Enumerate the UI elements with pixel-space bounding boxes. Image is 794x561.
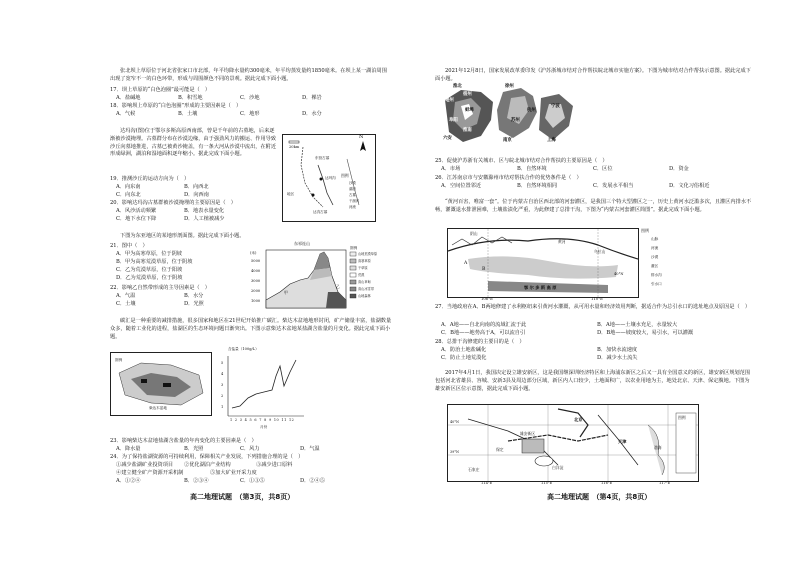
profile-legend-1: 高寒草原	[358, 259, 371, 263]
city-suzhou-js: 苏州	[511, 118, 520, 123]
hetao-legend	[641, 228, 681, 296]
question-28: 28．总排干沟修建的主要目的是（ ）	[435, 339, 525, 345]
salt-xtick: 6	[254, 418, 258, 422]
profile-label-jia: 甲	[284, 290, 288, 295]
city-fuyang: 阜阳	[449, 118, 458, 123]
city-xuzhou: 徐州	[505, 84, 514, 89]
salt-xtick: 12	[288, 418, 295, 422]
question-24: 24．为了保持盐湖资源的可持续利用，保障相关产业发展，下列措施合理的是（ ）	[110, 454, 304, 460]
map-label-damagou: 达玛沟	[325, 176, 336, 180]
map-legend-lake: 湖泊	[349, 187, 356, 191]
q24-option-a: A．①②④	[116, 478, 141, 484]
intro-paragraph-2: 达玛沟(图)位于鄂尔多斯高原西南部，曾是千年前的古墓地，后来逐渐被沙漠掩埋。古墓群分布在沙漠边缘，由于强劲风力的搬运、作用导致沙丘向墓地推进，古墓已被黄沙掩盖，有一条大河从沙漠中流出，在附近形成绿洲，湖泊和湿地面积逐年缩小。据此完成下面小题。	[110, 128, 277, 158]
q24-item-5: ⑤加大矿业开采力度	[210, 470, 257, 476]
map-legend-sand: 沙漠	[349, 181, 356, 185]
qaidam-label: 柴达木盆地	[149, 406, 167, 410]
intro-paragraph-3: 下图为东亚地区的某地形剖面图。据此完成下面小题。	[120, 233, 245, 239]
profile-legend-title: 图例	[350, 246, 358, 250]
q23-option-b: B．光照	[184, 446, 204, 452]
xiongan-label-baoding: 保定	[496, 447, 504, 452]
city-bozhou: 亳州	[445, 98, 454, 103]
profile-ytick-1000: 1000	[251, 299, 261, 303]
salt-xtick: 11	[281, 418, 287, 422]
q17-option-d: D．裸岩	[302, 95, 322, 101]
city-hangzhou: 杭州	[527, 108, 536, 113]
q17-option-b: B．积雪地	[178, 95, 203, 101]
xiongan-lat-39: 39°N	[450, 450, 459, 454]
q22-option-c: C．土壤	[116, 301, 136, 307]
question-26: 26．江苏南京市与安徽滁州市结对帮扶合作的优势条件是（ ）	[435, 175, 582, 181]
hetao-label-yinshan: 阴山	[470, 231, 478, 236]
q18-option-b: B．土壤	[178, 111, 198, 117]
salt-ytick-4: 4	[221, 372, 224, 376]
salt-xtick: 3	[239, 418, 243, 422]
xiongan-label-shijiazhuang: 石家庄	[468, 467, 480, 472]
salt-xticks	[230, 417, 294, 423]
hetao-lon-106: 106°E	[481, 296, 493, 301]
salt-chart-ylabel: 含盐量（100g/L）	[228, 347, 259, 351]
q25-option-a: A．市场	[441, 166, 461, 172]
question-19: 19．推测沙丘的运动方向为（ ）	[110, 176, 190, 182]
map-legend-title: 图例	[341, 173, 349, 178]
q28-option-b: B．加快水流速度	[597, 347, 638, 353]
q19-option-c: C．向东北	[116, 192, 141, 198]
profile-title: 东祁连山	[294, 241, 310, 246]
hetao-label-ordos: 鄂 尔 多 斯 高 原	[524, 285, 557, 290]
city-huaibei: 淮北	[453, 84, 462, 89]
q23-option-d: D．气温	[300, 446, 320, 452]
damagou-map	[282, 134, 376, 222]
xiongan-map-svg	[448, 405, 698, 481]
hetao-legend-title: 图例	[641, 228, 649, 233]
xiongan-label-baiyangdian: 白洋淀	[552, 465, 564, 470]
salt-xtick: 5	[249, 418, 253, 422]
salt-xtick: 7	[259, 418, 262, 422]
question-22: 22．影响乙自然带形成的主导因素是（ ）	[110, 285, 210, 291]
city-huainan: 淮南	[463, 128, 472, 133]
q18-option-c: C．地形	[240, 111, 260, 117]
q24-option-b: B．②③④	[184, 478, 209, 484]
map-scale: 20km	[289, 145, 300, 149]
map-legend-river: 河流	[349, 205, 356, 209]
salt-xtick: 4	[244, 418, 248, 422]
city-pairing-map	[441, 84, 577, 150]
profile-ytick-4000: 4000	[251, 269, 261, 273]
question-21: 21．图中（ ）	[110, 243, 148, 249]
hetao-label-wulashan: 乌拉山	[594, 249, 606, 254]
profile-legend-6: 山地森林	[358, 294, 371, 298]
city-nanjing: 南京	[503, 138, 512, 143]
profile-ytick-2000: 2000	[251, 289, 261, 293]
q22-option-d: D．光照	[184, 301, 204, 307]
xiongan-lon-114: 114°E	[481, 481, 493, 485]
intro-paragraph-1: 张北坝上草原位于河北省张家口市北部，年平均降水量约300毫米，年平均蒸发量约1850毫米。在坝上某一湖泊周围出现了宽窄不一的白色环带，形成与周围颜色不同的景观。据此完成下面小题。	[110, 68, 387, 82]
profile-legend-3: 荒漠	[358, 273, 365, 277]
page-footer-4: 高二地理试题 （第4页，共8页）	[547, 493, 652, 501]
q21-option-b: B．甲为高寒荒漠草原，位于阴坡	[116, 259, 193, 265]
profile-ytick-5000: 5000	[251, 259, 261, 263]
q17-option-a: A．盐碱地	[116, 95, 141, 101]
q20-option-d: D．人工植被减少	[184, 216, 225, 222]
salt-xtick: 9	[269, 418, 272, 422]
salt-xtick: 10	[273, 418, 280, 422]
hetao-legend-2: 沙漠	[651, 255, 659, 259]
salt-xtick: 8	[264, 418, 267, 422]
xiongan-map	[447, 404, 699, 482]
q18-option-a: A．气候	[116, 111, 136, 117]
city-suzhou-ah: 宿州	[463, 92, 472, 97]
profile-ylabel: (米)	[250, 251, 257, 255]
profile-legend-2: 干草原	[358, 266, 368, 270]
q24-option-d: D．②④⑤	[300, 478, 325, 484]
q25-option-b: B．自然环境	[517, 166, 547, 172]
q26-option-a: A．空间位置邻近	[441, 183, 482, 189]
hetao-legend-3: 灌区	[651, 264, 659, 268]
intro-paragraph-4: 碳汇是一种重要的减排措施，很多国家和地区在21世纪开始推广碳汇。柴达木盆地地形封闭，矿产储量丰富，盐湖数量众多，随着工业化的进程，盐湖区的生态环境问题日渐突出。下图示意柴达木盆地某盐湖含盐量的月变化。据此完成下面小题。	[110, 318, 392, 340]
q27-option-c: C．B地——地势高于A，可以流自引	[441, 330, 526, 336]
xiongan-label-tianjin: 天津	[618, 439, 627, 444]
map-label-tomb-south: 达沟古墓	[313, 210, 328, 214]
q19-option-d: D．向西南	[184, 192, 209, 198]
xiongan-label-bohai: 渤海	[654, 445, 662, 450]
profile-legend-0: 山地荒漠草原	[358, 252, 378, 256]
q23-option-c: C．风力	[240, 446, 260, 452]
hetao-label-a: A	[464, 261, 468, 266]
map-label-tomb-east: 东营古墓	[315, 156, 330, 160]
xiongan-legend-title: 图例	[678, 415, 686, 420]
q24-item-4: ④建立健全矿产资源开采机制	[116, 470, 184, 476]
profile-label-yi: 乙	[336, 284, 340, 289]
xiongan-lon-115: 115°E	[541, 481, 553, 485]
map-label-area: 地区	[287, 192, 295, 196]
question-18: 18．影响坝上草原的“白色泡圈”形成的主要因素是（ ）	[110, 103, 242, 109]
q17-option-c: C．沙地	[240, 95, 260, 101]
q21-option-c: C．乙为荒漠草原，位于阳坡	[116, 267, 183, 273]
intro-paragraph-7: 2017年4月1日，我国决定设立雄安新区，这是我国继深圳经济特区和上海浦东新区之后又一具有全国意义的新区，雄安新区规划范围包括河北省雄县、容城、安新3县及周边部分区域，新区内人口较少，土地面积广，以农业用地为主，地处北京、天津、保定腹地。下图为雄安新区区位示意图，据此完成下面小题。	[435, 370, 751, 392]
intro-paragraph-6: “黄河百害，唯富一套”。位于内蒙古自治区西北部的河套灌区，是我国三个特大型灌区之一，历史上黄河水泛滥多次，且灌区内排水不畅，灌溉退水排泄困难，土壤盐渍化严重，为此修建了总排干沟，下图为“内蒙古河套灌区简图”。据此完成下面小题。	[435, 199, 752, 213]
salt-xtick: 1	[230, 418, 233, 422]
q26-option-d: D．文化习俗相近	[669, 183, 710, 189]
qaidam-legend: 图例	[115, 358, 123, 362]
page-4	[397, 0, 794, 561]
q24-item-1: ①减少盐湖矿业投资项目	[116, 462, 174, 468]
q26-option-b: B．自然环境相同	[517, 183, 558, 189]
question-17: 17．坝上草原的“白色泡圈”最可能是（ ）	[110, 87, 211, 93]
xiongan-lat-40: 40°N	[450, 420, 459, 424]
xiongan-label-beijing: 北京	[574, 417, 583, 422]
q26-option-c: C．发展水平相当	[593, 183, 634, 189]
intro-paragraph-5: 2021年12月8日，国家发展改革委印发《沪苏浙城市结对合作帮扶皖北城市实施方案》。下图为城市结对合作帮扶示意图。据此完成下面小题。	[435, 68, 751, 82]
hetao-map	[447, 228, 639, 298]
q27-option-a: A．A地——自北向南的流域汇流于此	[441, 322, 527, 328]
map-north: N	[359, 134, 364, 140]
xiongan-lon-117: 117°E	[659, 481, 671, 485]
q27-option-d: D．B地——坡度较大，易引水，可以灌溉	[597, 330, 694, 336]
city-ningbo: 宁波	[551, 104, 560, 109]
city-luan: 六安	[443, 136, 452, 141]
hetao-lat: 40°N	[614, 272, 624, 276]
q27-option-b: B．A地——土壤水充足，水量较大	[597, 322, 678, 328]
hetao-label-b: B	[482, 267, 486, 272]
salt-ytick-5: 5	[221, 361, 224, 365]
q22-option-a: A．气温	[116, 293, 136, 299]
q19-option-a: A．向东南	[116, 184, 141, 190]
q20-option-a: A．风沙活动频繁	[116, 208, 157, 214]
q24-item-3: ③减少进口原料	[256, 462, 293, 468]
hetao-legend-5: 引水口	[651, 282, 662, 286]
question-20: 20．影响达玛沟古墓群被沙漠掩埋的主要原因是（ ）	[110, 200, 236, 206]
xiongan-lon-116: 116°E	[601, 481, 613, 485]
hetao-lon-110: 110°E	[591, 296, 603, 301]
hetao-label-river: 黄河	[558, 239, 566, 244]
profile-legend-5: 高山冰雪带	[358, 287, 374, 291]
question-25: 25．促使沪苏浙有关城市、区与皖北城市结对合作帮扶的主要原因是（ ）	[435, 158, 608, 164]
q24-option-c: C．①③⑤	[240, 478, 265, 484]
q18-option-d: D．水分	[302, 111, 322, 117]
hetao-legend-4: 排水沟	[651, 273, 662, 277]
xiongan-label-xiongan: 雄安新区	[520, 431, 536, 436]
hetao-legend-0: 山脉	[651, 237, 659, 241]
q25-option-c: C．区位	[593, 166, 613, 172]
salt-ytick-1: 1	[221, 405, 224, 409]
salt-chart-xlabel: 月份	[260, 425, 268, 429]
qaidam-map	[110, 352, 212, 416]
salt-xtick: 2	[234, 418, 238, 422]
city-bengbu: 蚌埠	[465, 108, 474, 113]
question-23: 23．影响柴达木盆地盐湖含盐量的年内变化的主要因素是（ ）	[110, 438, 257, 444]
city-shanghai: 上海	[547, 138, 556, 143]
q28-option-d: D．减少水土流失	[597, 355, 638, 361]
salt-ytick-2: 2	[221, 394, 224, 398]
q25-option-d: D．资金	[669, 166, 689, 172]
map-legend-tomb: 古墓	[349, 193, 356, 197]
terrain-profile	[250, 240, 390, 312]
q23-option-a: A．降水量	[116, 446, 141, 452]
map-legend-dry-river: 干涸河	[349, 199, 360, 203]
q20-option-b: B．地表水量变化	[184, 208, 225, 214]
q24-item-2: ②优化湖泊产业结构	[184, 462, 231, 468]
profile-ytick-3000: 3000	[251, 279, 261, 283]
q28-option-c: C．防止土地荒漠化	[441, 355, 487, 361]
salt-content-chart	[214, 346, 310, 436]
salt-line	[232, 360, 296, 408]
q20-option-c: C．地下水位下降	[116, 216, 157, 222]
profile-legend-4: 高山草甸	[358, 280, 371, 284]
q21-option-d: D．乙为荒漠草原，位于阴坡	[116, 275, 183, 281]
q22-option-b: B．水分	[184, 293, 204, 299]
question-27: 27．当地政府在A、B两地修建了水利枢纽来引黄河水灌溉，从可用水量和经济效用判断，据适合作为总引水口的选址地点及原因是（ ）	[435, 304, 751, 310]
q21-option-a: A．甲为高寒草原，位于阴坡	[116, 251, 182, 257]
q28-option-a: A．防治土地盐碱化	[441, 347, 487, 353]
page-footer-3: 高二地理试题 （第3页，共8页）	[190, 493, 295, 501]
salt-ytick-3: 3	[221, 383, 224, 387]
hetao-legend-1: 河流	[651, 246, 659, 250]
q19-option-b: B．向西北	[184, 184, 209, 190]
